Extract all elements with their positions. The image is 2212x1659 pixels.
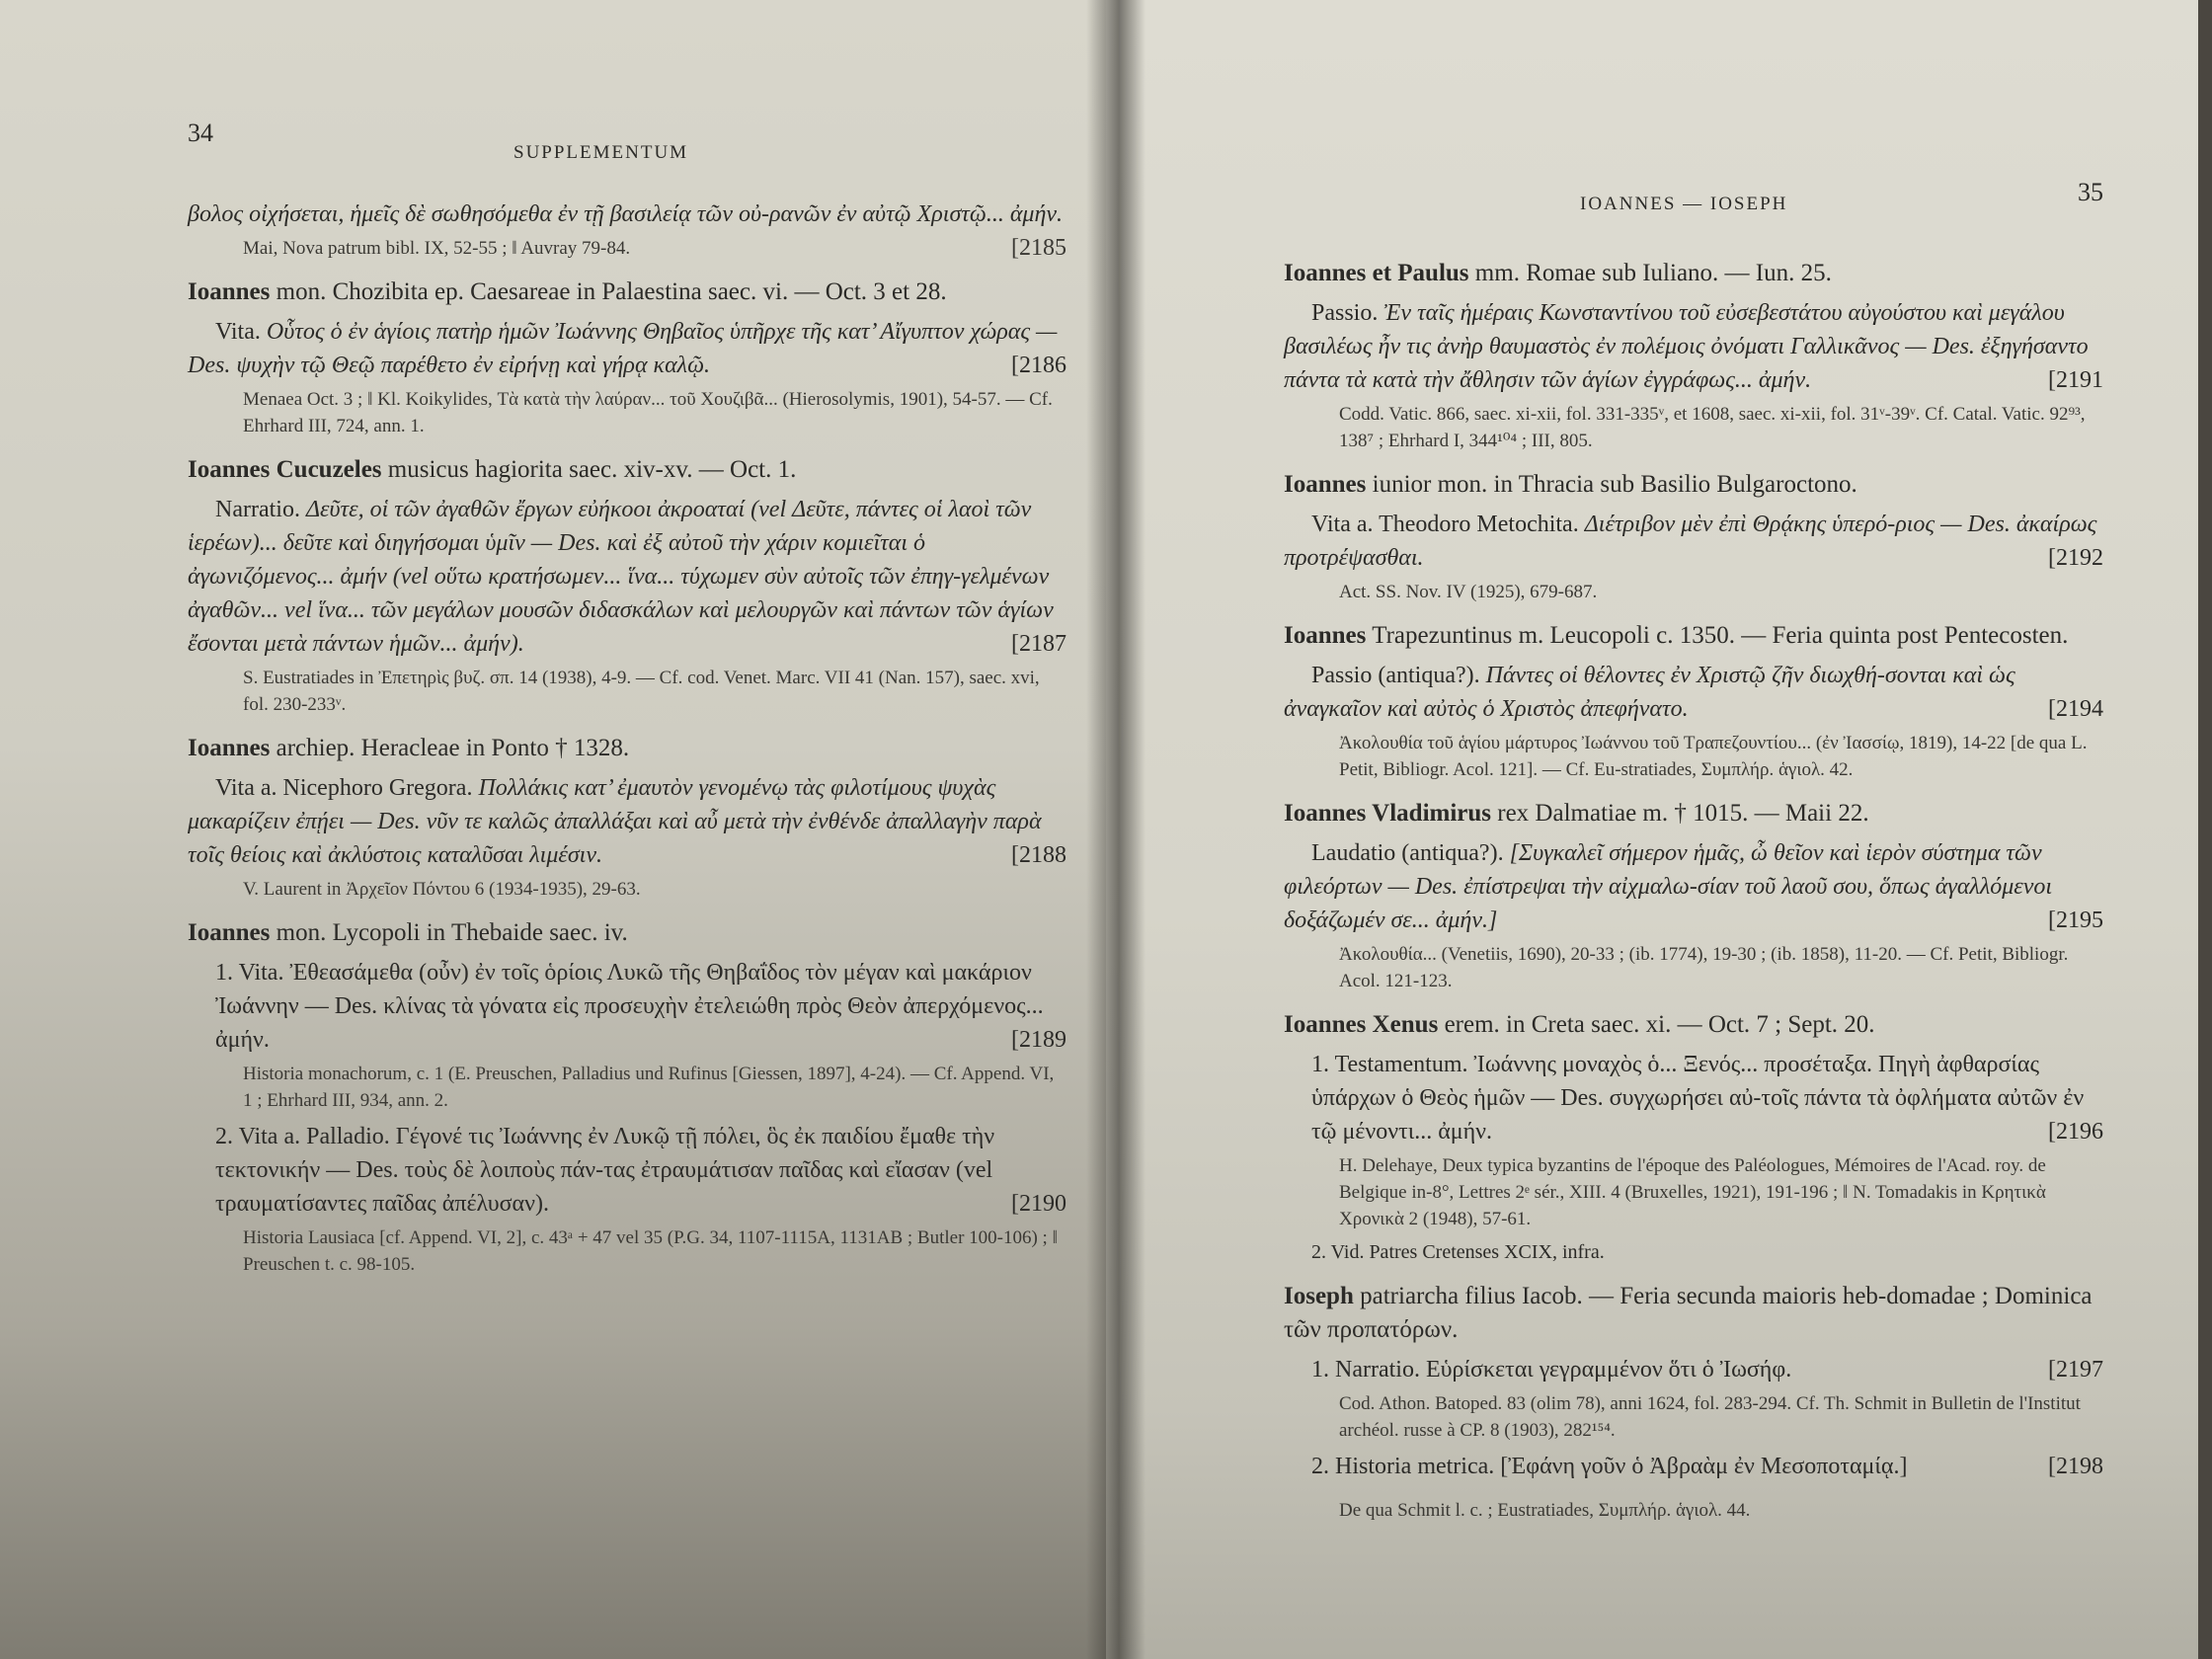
running-title: IOANNES — IOSEPH (1580, 194, 1788, 214)
right-page (1106, 0, 2212, 1659)
reference: S. Eustratiades in Ἐπετηρὶς βυζ. σπ. 14 (1938), 4-9. — Cf. cod. Venet. Marc. VII 41 (Nan. 157), saec. xvi, fol. 230-233ᵛ. (243, 668, 1040, 715)
entry-heading: Ioseph patriarcha filius Iacob. — Feria secunda maioris heb-domadae ; Dominica τῶν προπατόρων. (1284, 1283, 2093, 1343)
reference: Act. SS. Nov. IV (1925), 679-687. (1339, 582, 1598, 602)
entry-item: 2. Vita a. Palladio. Γέγονέ τις Ἰωάννης ἐν Λυκῷ τῇ πόλει, ὃς ἐκ παιδίου ἔμαθε τὴν τεκτονικήν — Des. τοὺς δὲ λοιποὺς πάν-τας ἐτραυμάτισαν παῖδας καὶ εἴασαν (vel τραυματίσαντες παῖδας ἀπέλυσαν). [2190 (215, 1124, 1066, 1217)
entry-heading: Ioannes Cucuzeles musicus hagiorita saec. xiv-xv. — Oct. 1. (188, 456, 797, 483)
page-number: 34 (188, 118, 213, 147)
entry-heading: Ioannes Trapezuntinus m. Leucopoli c. 1350. — Feria quinta post Pentecosten. (1284, 622, 2069, 649)
reference: De qua Schmit l. c. ; Eustratiades, Συμπλήρ. ἁγιολ. 44. (1339, 1500, 1751, 1521)
reference: H. Delehaye, Deux typica byzantins de l'époque des Paléologues, Mémoires de l'Acad. roy. de Belgique in-8°, Lettres 2ᵉ sér., XIII. 4 (Bruxelles, 1921), 191-196 ; ‖ N. Tomadakis in Κρητικὰ Χρονικὰ 2 (1948), 57-61. (1339, 1155, 2046, 1229)
entry-heading: Ioannes et Paulus mm. Romae sub Iuliano. — Iun. 25. (1284, 260, 1832, 286)
entry-heading: Ioannes Vladimirus rex Dalmatiae m. † 1015. — Maii 22. (1284, 800, 1869, 827)
entry-text: Laudatio (antiqua?). [Συγκαλεῖ σήμερον ἡμᾶς, ὦ θεῖον καὶ ἱερὸν σύστημα τῶν φιλεόρτων — Des. ἐπίστρεψαι τὴν αἰχμαλω-σίαν τοῦ λαοῦ σου, ὅπως ἀγαλλόμενοι δοξάζωμέν σε... ἀμήν.] [2195 (1284, 840, 2103, 933)
entry-text: Passio (antiqua?). Πάντες οἱ θέλοντες ἐν Χριστῷ ζῆν διωχθή-σονται καὶ ὡς ἀναγκαῖον καὶ αὐτὸς ὁ Χριστὸς ἀπεφήνατο. [2194 (1284, 663, 2103, 722)
entry-text: Vita a. Theodoro Metochita. Διέτριβον μὲν ἐπὶ Θρᾴκης ὑπερό-ριος — Des. ἀκαίρως προτρέψασθαι. [2192 (1284, 512, 2103, 571)
reference: Ἀκολουθία... (Venetiis, 1690), 20-33 ; (ib. 1774), 19-30 ; (ib. 1858), 11-20. — Cf. Petit, Bibliogr. Acol. 121-123. (1339, 944, 2069, 991)
entry-heading: Ioannes iunior mon. in Thracia sub Basilio Bulgaroctono. (1284, 471, 1857, 498)
reference: V. Laurent in Ἀρχεῖον Πόντου 6 (1934-1935), 29-63. (243, 879, 641, 900)
entry-text: Vita. Οὗτος ὁ ἐν ἁγίοις πατὴρ ἡμῶν Ἰωάννης Θηβαῖος ὑπῆρχε τῆς κατ’ Αἴγυπτον χώρας — Des. ψυχὴν τῷ Θεῷ παρέθετο ἐν εἰρήνῃ καὶ γήρᾳ καλῷ. [2186 (188, 319, 1066, 378)
entry-text: Narratio. Δεῦτε, οἱ τῶν ἀγαθῶν ἔργων εὐήκοοι ἀκροαταί (vel Δεῦτε, πάντες οἱ λαοὶ τῶν ἱερέων)... δεῦτε καὶ διηγήσομαι ὑμῖν — Des. καὶ ἐξ αὐτοῦ τὴν χάριν κομιεῖται ὁ ἀγωνιζόμενος... ἀμήν (vel οὕτω κρατήσωμεν... ἵνα... τύχωμεν σὺν αὐτοῖς τῶν ἐπηγ-γελμένων ἀγαθῶν... vel ἵνα... τῶν μεγάλων μουσῶν διδασκάλων καὶ μελουργῶν καὶ πάντων τῶν ἁγίων ἔσονται μετὰ πάντων ἡμῶν... ἀμήν). [2187 (188, 497, 1066, 657)
left-running-head (188, 118, 1066, 180)
reference: Codd. Vatic. 866, saec. xi-xii, fol. 331-335ᵛ, et 1608, saec. xi-xii, fol. 31ᵛ-39ᵛ. Cf. Catal. Vatic. 92⁹³, 138⁷ ; Ehrhard I, 344¹⁰⁴ ; III, 805. (1339, 404, 2086, 451)
running-title: SUPPLEMENTUM (514, 142, 689, 163)
entry-text: Vita a. Nicephoro Gregora. Πολλάκις κατ’ ἐμαυτὸν γενομένῳ τὰς φιλοτίμους ψυχὰς μακαρίζειν ἐπῄει — Des. νῦν τε καλῶς ἀπαλλάξαι καὶ αὖ μετὰ τὴν ἐνθένδε ἀπαλλαγὴν παρὰ τοῖς θείοις καὶ ἀκλύστοις καταλῦσαι λιμέσιν. [2188 (188, 775, 1066, 868)
entry-heading: Ioannes mon. Chozibita ep. Caesareae in Palaestina saec. vi. — Oct. 3 et 28. (188, 278, 947, 305)
reference: Historia monachorum, c. 1 (E. Preuschen, Palladius und Rufinus [Giessen, 1897], 4-24). — Cf. Append. VI, 1 ; Ehrhard III, 934, ann. 2. (243, 1064, 1055, 1111)
book-gutter (1086, 0, 1146, 1659)
entry-item: 1. Narratio. Εὑρίσκεται γεγραμμένον ὅτι ὁ Ἰωσήφ. [2197 (1311, 1357, 2103, 1382)
entry-item: 2. Historia metrica. [Ἐφάνη γοῦν ὁ Ἀβραὰμ ἐν Μεσοποταμίᾳ.] [2198 (1311, 1454, 2103, 1479)
cross-reference: 2. Vid. Patres Cretenses XCIX, infra. (1311, 1241, 1605, 1263)
page-edge (2198, 0, 2212, 1659)
continued-text: βολος οἰχήσεται, ἡμεῖς δὲ σωθησόμεθα ἐν τῇ βασιλείᾳ τῶν οὐ-ρανῶν ἐν αὐτῷ Χριστῷ... ἀμήν. (188, 201, 1064, 227)
entry-heading: Ioannes archiep. Heracleae in Ponto † 1328. (188, 735, 630, 761)
reference: Cod. Athon. Batoped. 83 (olim 78), anni 1624, fol. 283-294. Cf. Th. Schmit in Bulletin de l'Institut archéol. russe à CP. 8 (1903), 282¹⁵⁴. (1339, 1393, 2081, 1441)
reference: Menaea Oct. 3 ; ‖ Kl. Koikylides, Τὰ κατὰ τὴν λαύραν... τοῦ Χουζιβᾶ... (Hierosolymis, 1901), 54-57. — Cf. Ehrhard III, 724, ann. 1. (243, 389, 1053, 436)
reference: Historia Lausiaca [cf. Append. VI, 2], c. 43ᵃ + 47 vel 35 (P.G. 34, 1107-1115A, 1131AB ; Butler 100-106) ; ‖ Preuschen t. c. 98-105. (243, 1227, 1058, 1275)
entry-heading: Ioannes Xenus erem. in Creta saec. xi. — Oct. 7 ; Sept. 20. (1284, 1011, 1875, 1038)
entry-item: 1. Vita. Ἐθεασάμεθα (οὖν) ἐν τοῖς ὁρίοις Λυκῶ τῆς Θηβαΐδος τὸν μέγαν καὶ μακάριον Ἰωάννην — Des. κλίνας τὰ γόνατα εἰς προσευχὴν ἐτελειώθη πρὸς Θεὸν ἀπερχόμενος... ἀμήν. [2189 (215, 960, 1066, 1053)
right-running-head (1284, 178, 2103, 239)
entry-text: Passio. Ἐν ταῖς ἡμέραις Κωνσταντίνου τοῦ εὐσεβεστάτου αὐγούστου καὶ μεγάλου βασιλέως ἦν τις ἀνὴρ θαυμαστὸς ἐν πολέμοις ὀνόματι Γαλλικᾶνος — Des. ἐξηγήσαντο πάντα τὰ κατὰ τὴν ἄθλησιν τῶν ἁγίων ἐγγράφως... ἀμήν. [2191 (1284, 300, 2103, 393)
entry-heading: Ioannes mon. Lycopoli in Thebaide saec. iv. (188, 919, 628, 946)
reference: [2185 Mai, Nova patrum bibl. IX, 52-55 ; ‖ Auvray 79-84. (243, 235, 1066, 261)
reference: Ἀκολουθία τοῦ ἁγίου μάρτυρος Ἰωάννου τοῦ Τραπεζουντίου... (ἐν Ἰασσίῳ, 1819), 14-22 [de qua L. Petit, Bibliogr. Acol. 121]. — Cf. Eu-stratiades, Συμπλήρ. ἁγιολ. 42. (1339, 733, 2088, 780)
entry-item: 1. Testamentum. Ἰωάννης μοναχὸς ὁ... Ξενός... προσέταξα. Πηγὴ ἀφθαρσίας ὑπάρχων ὁ Θεὸς ἡμῶν — Des. συγχωρήσει αὐ-τοῖς πάντα τὰ ὀφλήματα αὐτῶν ἐν τῷ μένοντι... ἀμήν. [2196 (1311, 1052, 2103, 1145)
page-number: 35 (2078, 178, 2103, 206)
